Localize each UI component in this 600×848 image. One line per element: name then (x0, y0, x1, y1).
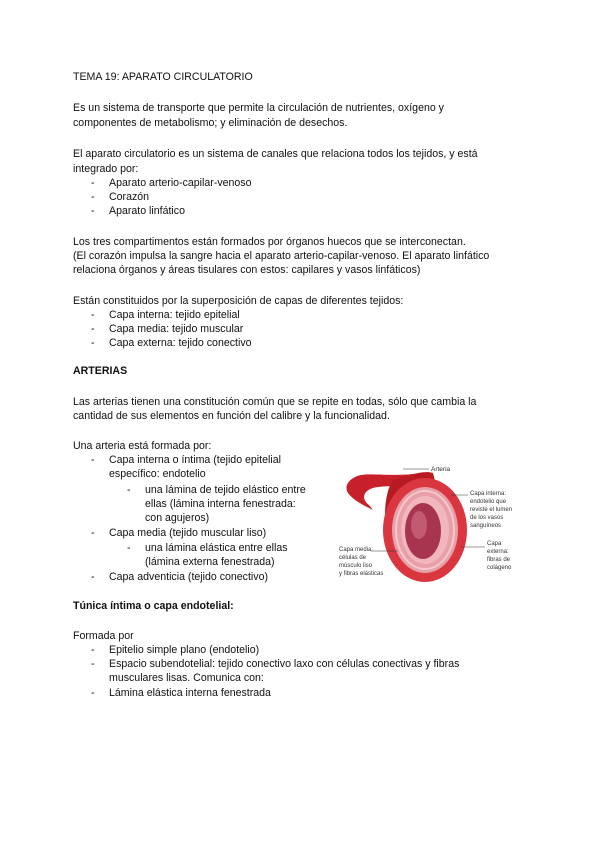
bullet-dash: - (91, 571, 95, 583)
list-item: Capa adventicia (tejido conectivo) (109, 571, 268, 583)
label-interna-1: Capa interna: (470, 491, 507, 497)
list-item: Capa media (tejido muscular liso) (109, 527, 267, 539)
list-item: Espacio subendotelial: tejido conectivo laxo con células conectivas y fibras (109, 658, 460, 670)
sub-list-item-cont: ellas (lámina interna fenestrada: (145, 498, 296, 510)
list-item: Capa interna o íntima (tejido epitelial (109, 454, 281, 466)
list-item: Aparato arterio-capilar-venoso (109, 177, 252, 189)
canales-line-2: integrado por: (73, 163, 139, 175)
bullet-dash: - (91, 527, 95, 539)
bullet-dash: - (91, 323, 95, 335)
arterias-p1-line-2: cantidad de sus elementos en función del calibre y la funcionalidad. (73, 410, 390, 422)
capas-intro: Están constituidos por la superposición de capas de diferentes tejidos: (73, 295, 404, 307)
bullet-dash: - (91, 205, 95, 217)
list-item: Capa externa: tejido conectivo (109, 337, 252, 349)
list-item: Corazón (109, 191, 150, 203)
label-interna-4: de los vasos (470, 515, 504, 521)
compartimentos-line-1: Los tres compartimentos están formados por órganos huecos que se interconectan. (73, 236, 466, 248)
label-interna-3: reviste el lumen (470, 507, 513, 513)
label-media-4: y fibras elásticas (339, 571, 384, 577)
lumen-highlight (411, 511, 427, 539)
label-externa-2: externa: (487, 549, 509, 555)
label-externa-3: fibras de (487, 557, 511, 563)
list-item: Aparato linfático (109, 205, 185, 217)
arterias-heading: ARTERIAS (73, 365, 128, 377)
bullet-dash: - (127, 542, 131, 554)
label-arteria: Arteria (431, 466, 451, 473)
list-item-cont: específico: endotelio (109, 468, 206, 480)
arteria-formada: Una arteria está formada por: (73, 440, 212, 452)
label-media-1: Capa media: (339, 547, 374, 553)
list-item: Capa media: tejido muscular (109, 323, 244, 335)
arterias-p1-line-1: Las arterias tienen una constitución común que se repite en todas, sólo que cambia la (73, 396, 477, 408)
bullet-dash: - (91, 309, 95, 321)
label-externa-4: colágeno (487, 565, 512, 571)
label-interna-5: sanguíneos (470, 523, 502, 529)
list-item: Capa interna: tejido epitelial (109, 309, 240, 321)
label-externa-1: Capa (487, 541, 502, 547)
compartimentos-line-2: (El corazón impulsa la sangre hacia el aparato arterio-capilar-venoso. El aparato linfático (73, 250, 490, 262)
sub-list-item-cont: (lámina externa fenestrada) (145, 556, 275, 568)
bullet-dash: - (91, 644, 95, 656)
tunica-formada: Formada por (73, 630, 134, 642)
bullet-dash: - (91, 177, 95, 189)
bullet-dash: - (91, 687, 95, 699)
intro-line-2: componentes de metabolismo; y eliminación de desechos. (73, 117, 348, 129)
sub-list-item: una lámina de tejido elástico entre (145, 484, 306, 496)
sub-list-item: una lámina elástica entre ellas (145, 542, 288, 554)
bullet-dash: - (91, 191, 95, 203)
tunica-heading: Túnica íntima o capa endotelial: (73, 600, 234, 612)
page-title: TEMA 19: APARATO CIRCULATORIO (73, 71, 253, 83)
list-item: Lámina elástica interna fenestrada (109, 687, 271, 699)
artery-figure (333, 455, 533, 595)
list-item: Epitelio simple plano (endotelio) (109, 644, 260, 656)
bullet-dash: - (91, 454, 95, 466)
label-interna-2: endotelio que (470, 499, 507, 505)
label-media-2: células de (339, 555, 367, 561)
bullet-dash: - (91, 337, 95, 349)
compartimentos-line-3: relaciona órganos y áreas tisulares con estos: capilares y vasos linfáticos) (73, 264, 421, 276)
label-media-3: músculo liso (339, 563, 373, 569)
bullet-dash: - (127, 484, 131, 496)
sub-list-item-cont: con agujeros) (145, 512, 210, 524)
bullet-dash: - (91, 658, 95, 670)
intro-line-1: Es un sistema de transporte que permite la circulación de nutrientes, oxígeno y (73, 102, 444, 114)
canales-line-1: El aparato circulatorio es un sistema de canales que relaciona todos los tejidos, y está (73, 148, 478, 160)
list-item-cont: musculares lisas. Comunica con: (109, 672, 264, 684)
